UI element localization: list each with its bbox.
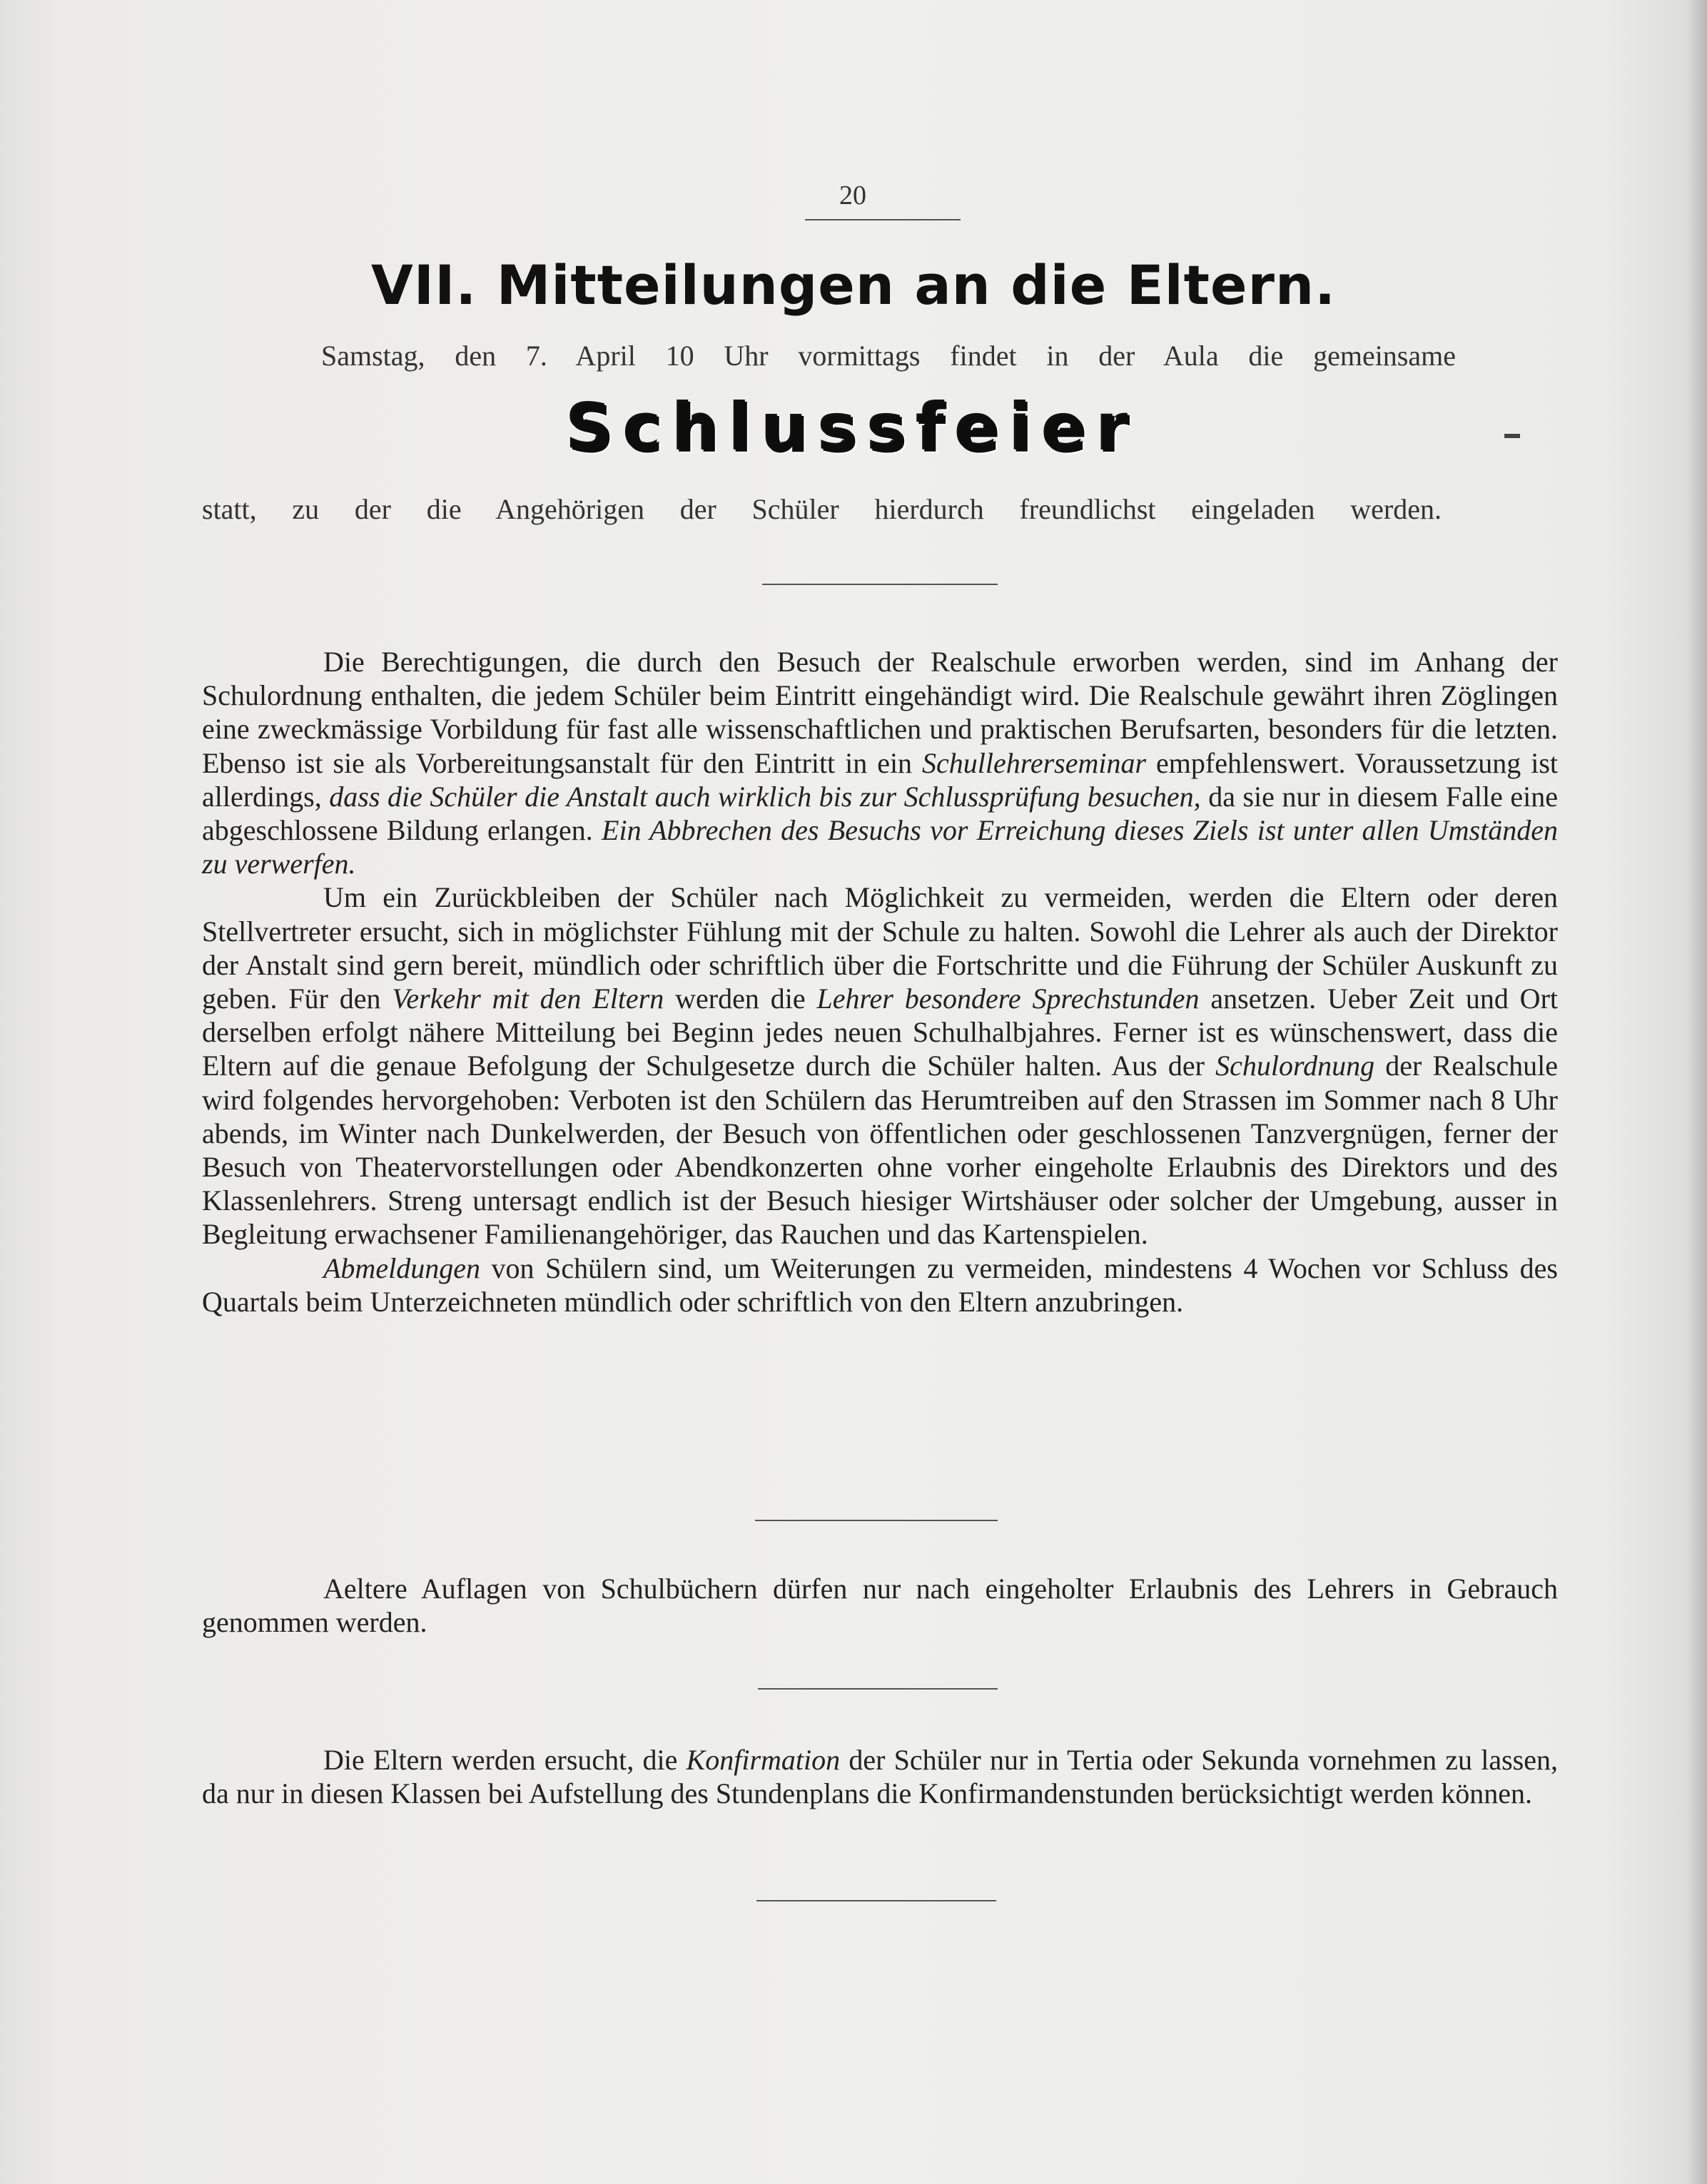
section-textbooks — [202, 1572, 1558, 1639]
text-run: der Schüler nur in Tertia oder Sekunda vornehmen zu lassen, da nur in diesen Klassen bei Aufstellung des Stundenplans die Konfirmandenstunden berücksichtigt werden können. — [202, 1744, 1559, 1810]
text-run: Aeltere Auflagen von Schulbüchern dürfen nur nach eingeholter Erlaubnis des Lehrers in Gebrauch genommen werden. — [202, 1573, 1558, 1639]
invitation-line: statt, zu der die Angehörigen der Schüler hierdurch freundlichst eingeladen werden. — [202, 493, 1442, 525]
divider-2 — [755, 1520, 998, 1521]
italic-run: Verkehr mit den Eltern — [392, 982, 664, 1015]
italic-run: Konfirmation — [686, 1744, 841, 1776]
paragraph-deregistration — [202, 1251, 1558, 1319]
italic-run: Ein Abbrechen des Besuchs vor Erreichung dieses Ziels ist unter allen Umständen zu verwerfen. — [202, 814, 1559, 880]
paragraph-rights — [202, 645, 1558, 880]
page-number-rule — [805, 219, 961, 220]
divider-4 — [756, 1900, 996, 1901]
paragraph-textbooks — [202, 1572, 1558, 1639]
italic-run: Schullehrerseminar — [922, 746, 1147, 779]
italic-run: Schulordnung — [1215, 1050, 1375, 1082]
stray-dash-mark — [1504, 434, 1520, 438]
text-run: ansetzen. Ueber Zeit und Ort derselben erfolgt nähere Mitteilung bei Beginn jedes neuen Schulhalbjahres. Ferner ist es wünschenswert, dass die Eltern auf die genaue Befolgung der Schulgesetze durch die Schüler halten. Aus der — [202, 982, 1558, 1082]
section-rights-and-conduct — [202, 645, 1558, 1319]
italic-run: Lehrer besondere Sprechstunden — [816, 982, 1200, 1015]
page-number: 20 — [839, 181, 866, 210]
text-run: der Realschule wird folgendes hervorgehoben: Verboten ist den Schülern das Herumtreiben auf den Strassen im Sommer nach 8 Uhr abends, im Winter nach Dunkelwerden, der Besuch von öffentlichen oder geschlossenen Tanzvergnügen, ferner der Besuch von Theatervorstellungen oder Abendkonzerten ohne vorher eingeholte Erlaubnis des Direktors und des Klassenlehrers. Streng untersagt endlich ist der Besuch hiesiger Wirtshäuser oder solcher der Umgebung, ausser in Begleitung erwachsener Familienangehöriger, das Rauchen und das Kartenspielen. — [202, 1050, 1559, 1251]
page-edge-shadow — [1687, 0, 1707, 2184]
italic-run: dass die Schüler die Anstalt auch wirklich bis zur Schlussprüfung besuchen, — [329, 780, 1201, 813]
italic-run: Abmeldungen — [323, 1251, 480, 1284]
text-run: Die Berechtigungen, die durch den Besuch der Realschule erworben werden, sind im Anhang der Schulordnung enthalten, die jedem Schüler beim Eintritt eingehändigt wird. Die Realschule gewährt ihren Zöglingen eine zweckmässige Vorbildung für fast alle wissenschaftlichen und praktischen Berufsarten, besonders für die letzten. Ebenso ist sie als Vorbereitungsanstalt für den Eintritt in ein — [202, 646, 1558, 779]
text-run: da sie nur in diesem Falle eine abgeschlossene Bildung erlangen. — [202, 780, 1559, 847]
text-run: Die Eltern werden ersucht, die — [323, 1744, 687, 1776]
text-run: von Schülern sind, um Weiterungen zu vermeiden, mindestens 4 Wochen vor Schluss des Quartals beim Unterzeichneten mündlich oder schriftlich von den Eltern anzubringen. — [202, 1251, 1558, 1318]
intro-line: Samstag, den 7. April 10 Uhr vormittags findet in der Aula die gemeinsame — [321, 340, 1456, 372]
section-heading: VII. Mitteilungen an die Eltern. — [370, 253, 1337, 317]
paragraph-conduct — [202, 880, 1558, 1251]
text-run: empfehlenswert. Voraussetzung ist allerdings, — [202, 746, 1559, 813]
divider-1 — [762, 584, 998, 585]
display-word: Schlussfeier — [567, 391, 1140, 467]
paragraph-confirmation — [202, 1743, 1558, 1810]
divider-3 — [758, 1688, 998, 1690]
text-run: Um ein Zurückbleiben der Schüler nach Möglichkeit zu vermeiden, werden die Eltern oder deren Stellvertreter ersucht, sich in möglichster Fühlung mit der Schule zu halten. Sowohl die Lehrer als auch der Direktor der Anstalt sind gern bereit, mündlich oder schriftlich über die Fortschritte und die Führung der Schüler Auskunft zu geben. Für den — [202, 881, 1558, 1015]
section-confirmation — [202, 1743, 1558, 1810]
text-run: werden die — [664, 982, 817, 1015]
